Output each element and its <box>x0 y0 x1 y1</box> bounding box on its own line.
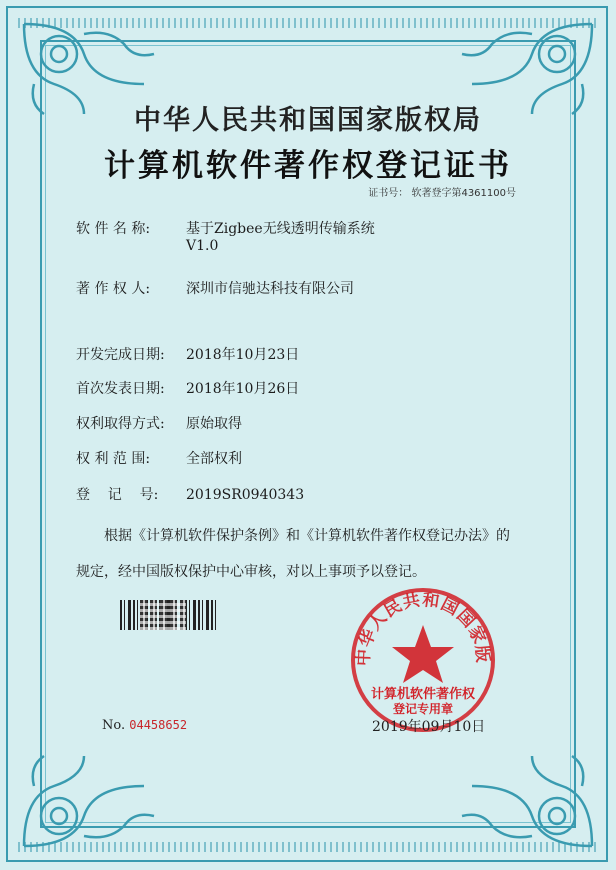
dev-date-value: 2018年10月23日 <box>186 347 300 363</box>
corner-ornament-bottom-left <box>14 746 164 856</box>
owner-row <box>76 278 354 298</box>
scope-label: 权 利 范 围: <box>76 451 151 467</box>
issue-date: 2019年09月10日 <box>372 719 486 735</box>
software-version: V1.0 <box>186 238 219 254</box>
seal-arc-text: 中华人民共和国国家版 <box>353 590 493 667</box>
dev-date-label: 开发完成日期: <box>76 347 165 363</box>
certificate-number: 证书号： 软著登字第4361100号 <box>368 188 516 199</box>
seal-line2: 登记专用章 <box>392 702 453 716</box>
qr-code <box>140 600 186 630</box>
reg-no-row <box>76 484 304 504</box>
publish-date-row <box>76 378 299 398</box>
dev-date-row <box>76 344 299 364</box>
corner-ornament-bottom-right <box>452 746 602 856</box>
acquire-row <box>76 413 242 433</box>
serial-value: 04458652 <box>129 718 188 732</box>
scope-row <box>76 448 242 468</box>
owner-value: 深圳市信驰达科技有限公司 <box>186 281 354 297</box>
reg-no-label: 登 记 号: <box>76 487 159 503</box>
serial-prefix: No. <box>102 718 126 733</box>
acquire-label: 权利取得方式: <box>76 416 165 432</box>
scope-value: 全部权利 <box>186 451 242 467</box>
star-icon <box>392 625 454 683</box>
software-name-label: 软 件 名 称: <box>76 221 151 237</box>
reg-no-value: 2019SR0940343 <box>186 487 305 503</box>
acquire-value: 原始取得 <box>186 416 242 432</box>
certificate-title: 计算机软件著作权登记证书 <box>104 148 512 184</box>
publish-date-value: 2018年10月26日 <box>186 381 300 397</box>
software-name-value: 基于Zigbee无线透明传输系统 <box>186 221 375 237</box>
software-name-row <box>76 218 375 254</box>
serial-number <box>102 718 187 733</box>
legal-statement <box>76 521 546 587</box>
legal-statement-line1: 根据《计算机软件保护条例》和《计算机软件著作权登记办法》的 <box>104 528 510 544</box>
legal-statement-line2: 规定，经中国版权保护中心审核，对以上事项予以登记。 <box>76 564 426 580</box>
official-seal <box>348 585 498 735</box>
authority-title: 中华人民共和国国家版权局 <box>134 105 482 136</box>
publish-date-label: 首次发表日期: <box>76 381 165 397</box>
seal-line1: 计算机软件著作权 <box>370 687 475 702</box>
owner-label: 著 作 权 人: <box>76 281 151 297</box>
